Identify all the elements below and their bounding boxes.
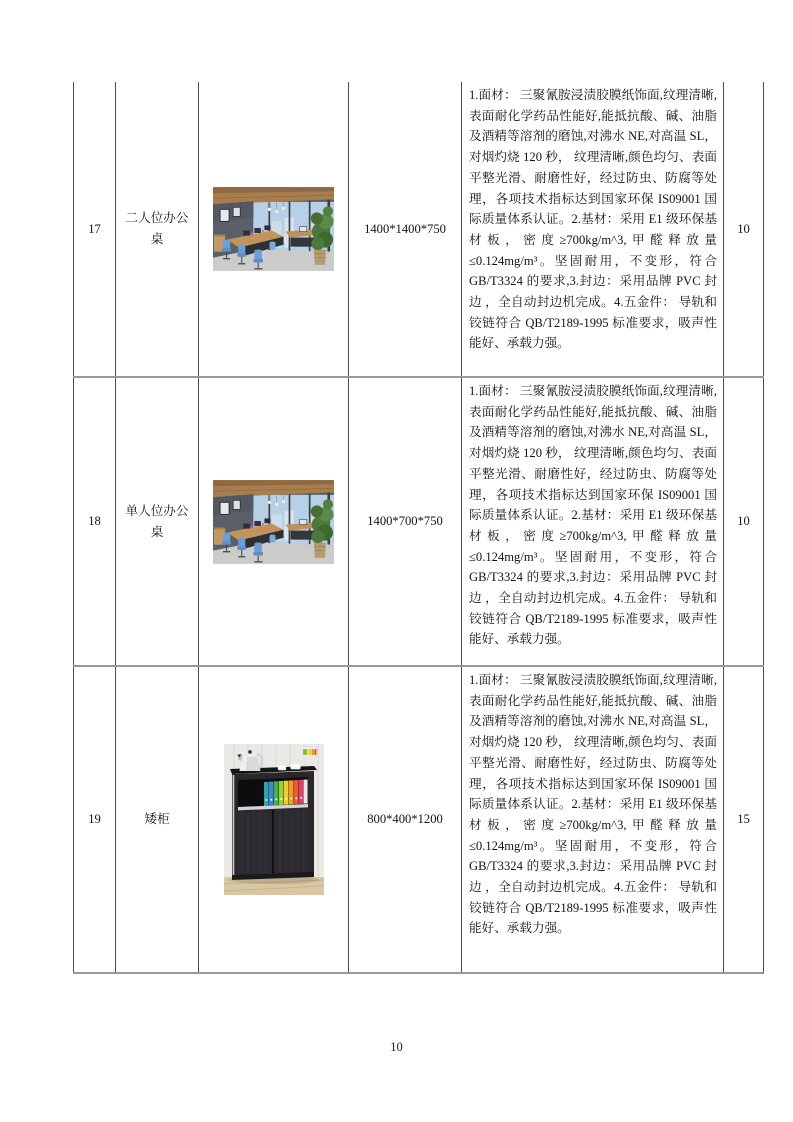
table-row (74, 666, 764, 973)
item-description-cell (462, 666, 724, 973)
item-name: 单人位办公桌 (116, 377, 199, 666)
item-name: 矮柜 (116, 666, 199, 973)
item-image-cell (199, 82, 349, 377)
item-description: 1.面材： 三聚氰胺浸渍胶膜纸饰面,纹理清晰,表面耐化学药品性能好,能抵抗酸、碱、油脂及酒精等溶剂的磨蚀,对沸水 NE,对高温 SL， 对烟灼烧 120 秒， 纹理清晰,颜色均匀、表面平整光滑、耐磨性好，经过防虫、防腐等处理，各项技术指标达到国家环保 IS09001 国际质量体系认证。2.基材：采用 E1 级环保基材板，密度≥700kg/m^3,甲醛释放量≤0.124mg/m³。坚固耐用，不变形，符合 GB/T3324 的要求,3.封边：采用品牌 PVC 封边 ，全自动封边机完成。4.五金件： 导轨和铰链符合 QB/T2189-1995 标准要求，吸声性能好、承载力强。 (469, 88, 717, 351)
office-workstations-photo (213, 480, 334, 564)
furniture-spec-table (73, 82, 764, 974)
item-size: 800*400*1200 (349, 666, 462, 973)
item-quantity: 10 (724, 82, 764, 377)
item-image-cell (199, 666, 349, 973)
page-number: 10 (390, 1040, 403, 1054)
row-index: 17 (74, 82, 116, 377)
low-cabinet-photo (224, 744, 324, 895)
item-description: 1.面材： 三聚氰胺浸渍胶膜纸饰面,纹理清晰,表面耐化学药品性能好,能抵抗酸、碱、油脂及酒精等溶剂的磨蚀,对沸水 NE,对高温 SL， 对烟灼烧 120 秒， 纹理清晰,颜色均匀、表面平整光滑、耐磨性好，经过防虫、防腐等处理，各项技术指标达到国家环保 IS09001 国际质量体系认证。2.基材：采用 E1 级环保基材板，密度≥700kg/m^3,甲醛释放量≤0.124mg/m³。坚固耐用，不变形，符合 GB/T3324 的要求,3.封边：采用品牌 PVC 封边 ，全自动封边机完成。4.五金件： 导轨和铰链符合 QB/T2189-1995 标准要求，吸声性能好、承载力强。 (469, 384, 717, 647)
item-name: 二人位办公桌 (116, 82, 199, 377)
item-size: 1400*700*750 (349, 377, 462, 666)
item-description: 1.面材： 三聚氰胺浸渍胶膜纸饰面,纹理清晰,表面耐化学药品性能好,能抵抗酸、碱、油脂及酒精等溶剂的磨蚀,对沸水 NE,对高温 SL， 对烟灼烧 120 秒， 纹理清晰,颜色均匀、表面平整光滑、耐磨性好，经过防虫、防腐等处理，各项技术指标达到国家环保 IS09001 国际质量体系认证。2.基材：采用 E1 级环保基材板，密度≥700kg/m^3,甲醛释放量≤0.124mg/m³。坚固耐用，不变形，符合 GB/T3324 的要求,3.封边：采用品牌 PVC 封边 ，全自动封边机完成。4.五金件： 导轨和铰链符合 QB/T2189-1995 标准要求，吸声性能好、承载力强。 (469, 673, 717, 936)
item-image-cell (199, 377, 349, 666)
row-index: 19 (74, 666, 116, 973)
item-quantity: 15 (724, 666, 764, 973)
table-row (74, 82, 764, 377)
office-workstations-photo (213, 187, 334, 271)
row-index: 18 (74, 377, 116, 666)
table-row (74, 377, 764, 666)
brand-logo (302, 748, 317, 756)
item-quantity: 10 (724, 377, 764, 666)
item-size: 1400*1400*750 (349, 82, 462, 377)
item-description-cell (462, 82, 724, 377)
binders (264, 780, 308, 806)
item-description-cell (462, 377, 724, 666)
